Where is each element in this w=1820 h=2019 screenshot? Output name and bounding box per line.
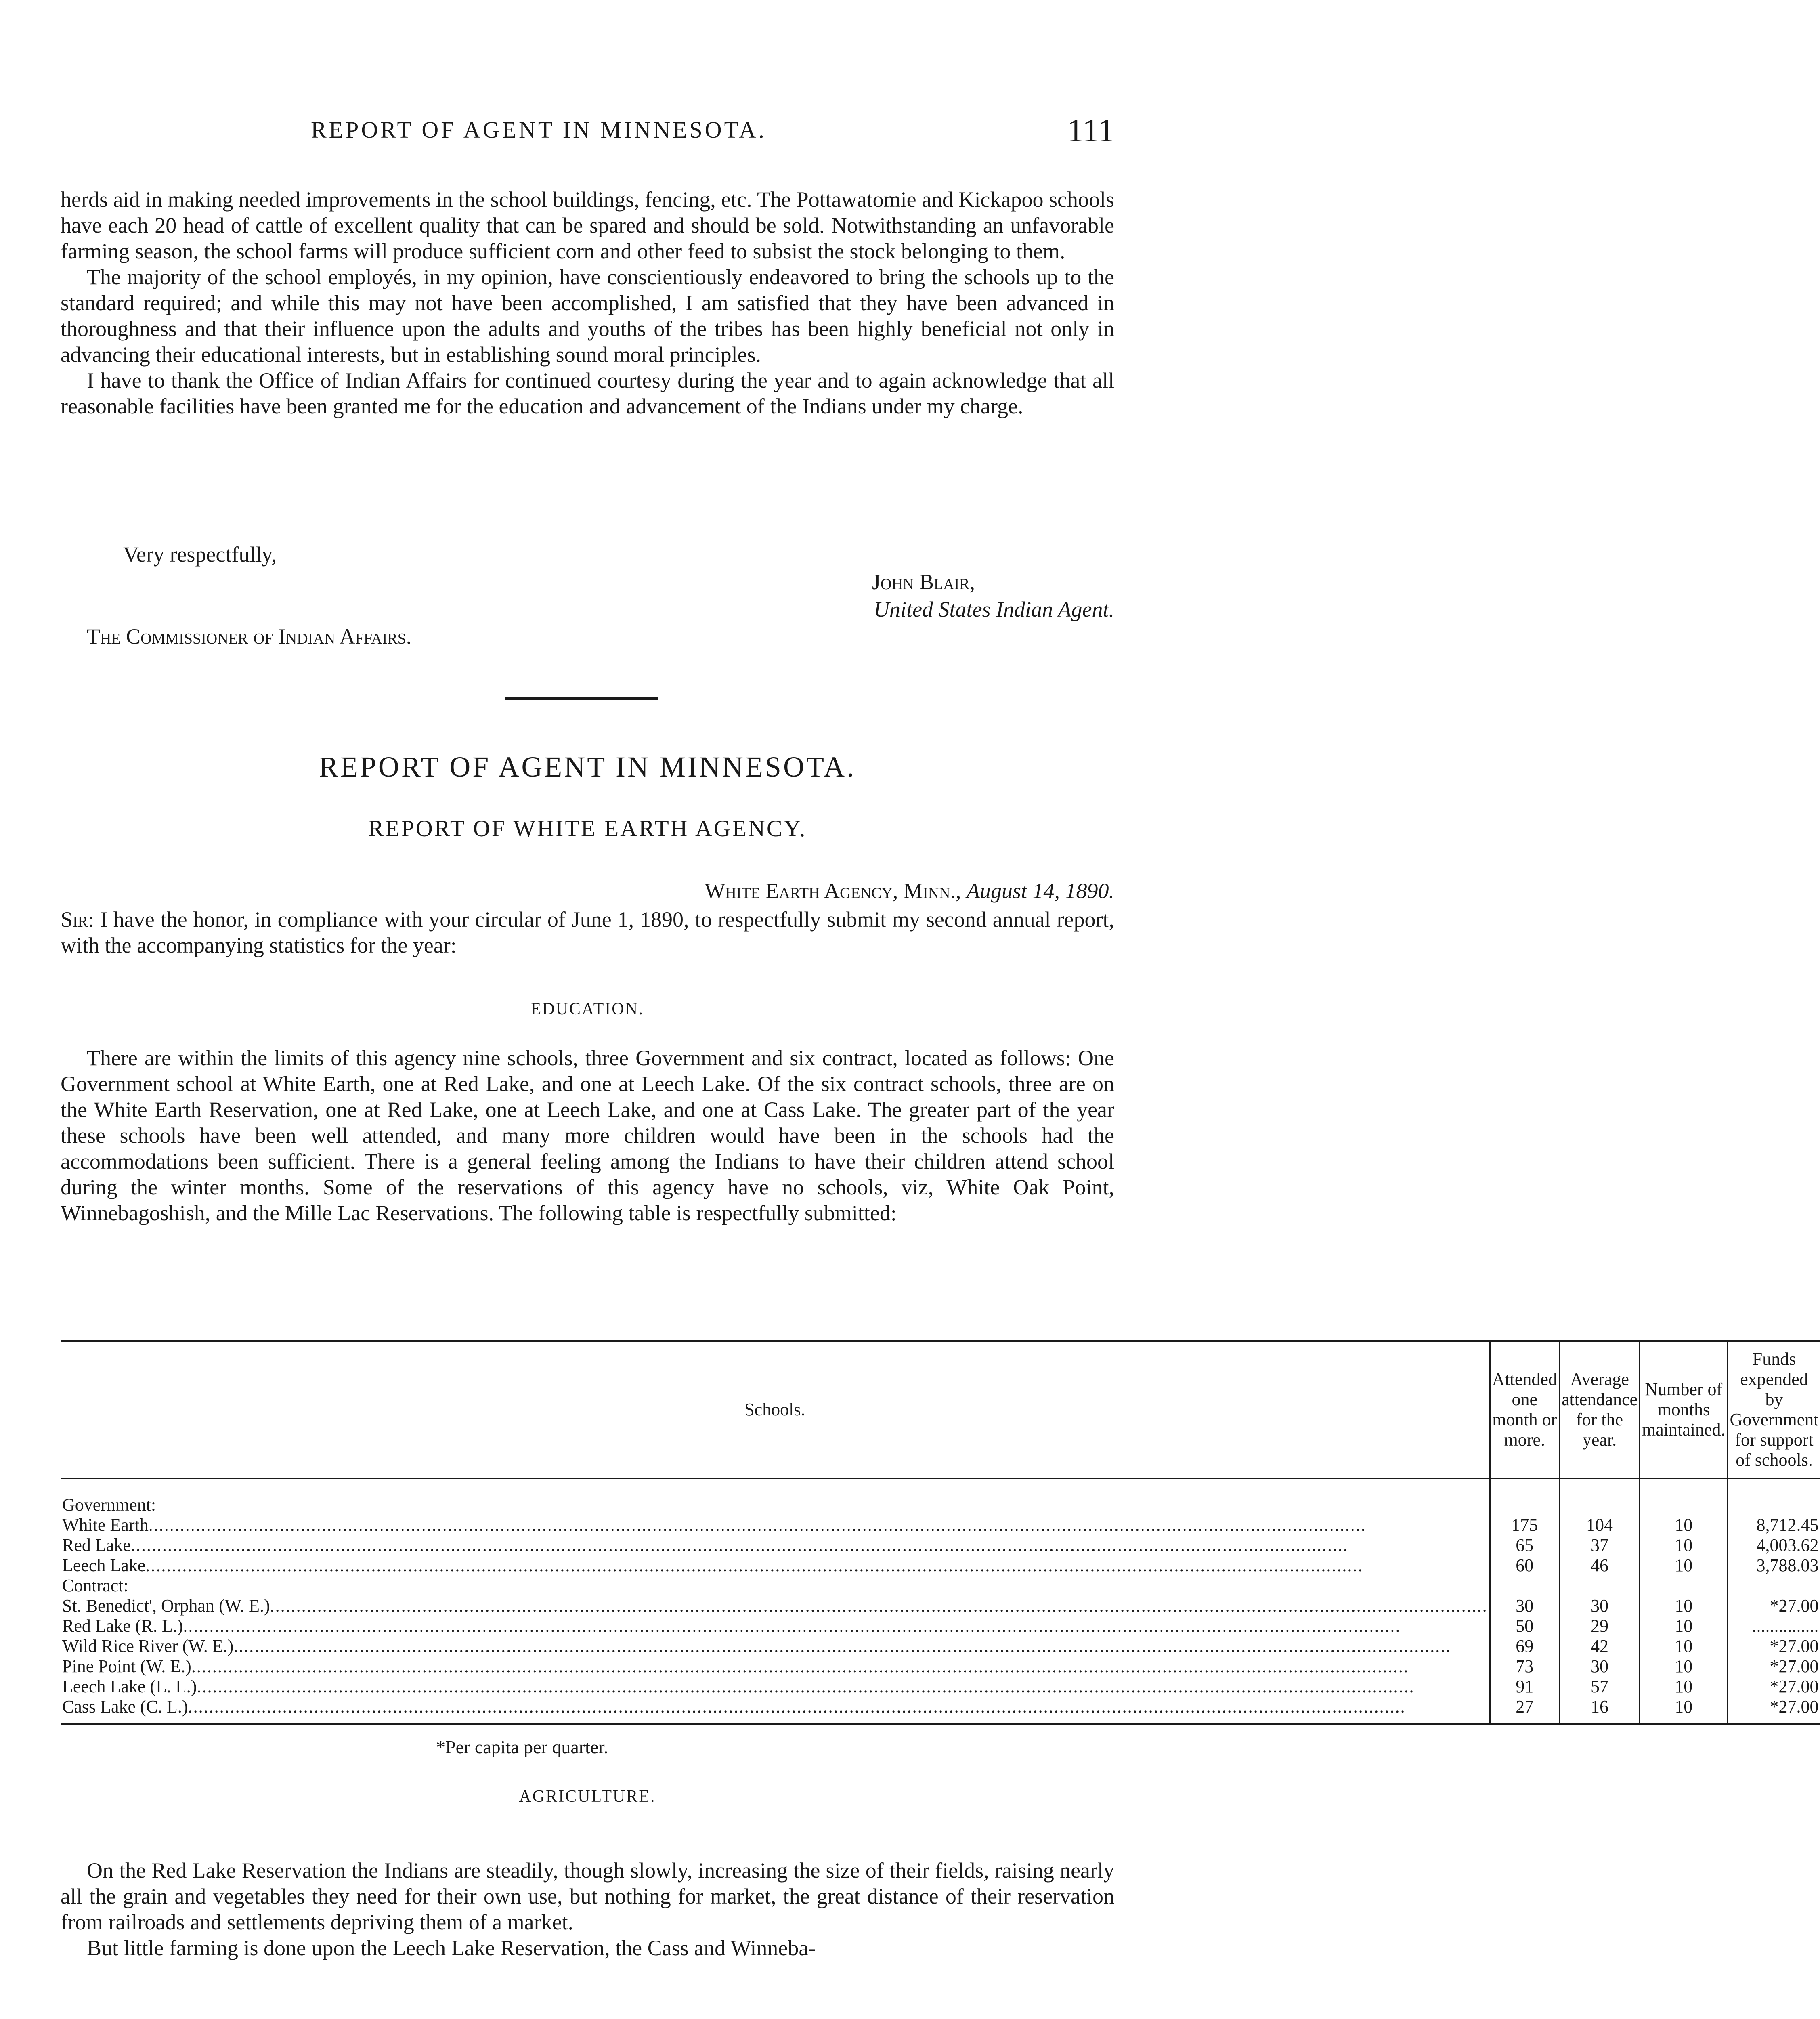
- funds-value: *27.00: [1728, 1636, 1820, 1656]
- table-row: [61, 1677, 1820, 1697]
- attended-value: 60: [1490, 1555, 1559, 1576]
- table-row: [61, 1555, 1820, 1576]
- page-number: 111: [1067, 112, 1114, 149]
- average-value: 57: [1559, 1677, 1640, 1697]
- running-head: [61, 112, 1114, 153]
- average-value: 37: [1559, 1535, 1640, 1555]
- attended-value: 73: [1490, 1656, 1559, 1677]
- months-value: 10: [1640, 1535, 1728, 1555]
- agriculture-paragraph: On the Red Lake Reservation the Indians are steadily, though slowly, increasing the size of their fields, raising nearly all the grain and vegetables they need for their own use, but nothing for market, the great distance of their reservation from railroads and settlements depriving them of a market.: [61, 1858, 1114, 1934]
- funds-value: *27.00: [1728, 1677, 1820, 1697]
- agriculture-section: [61, 1857, 1114, 1961]
- table-row: [61, 1697, 1820, 1724]
- salutation: Sir:: [61, 907, 94, 932]
- agriculture-heading: AGRICULTURE.: [519, 1787, 656, 1806]
- intro-block: [61, 907, 1114, 958]
- education-heading: EDUCATION.: [530, 1000, 644, 1018]
- school-name: Red Lake (R. L.): [62, 1616, 183, 1636]
- col-header-funds: Funds expended by Government for support of schools.: [1728, 1341, 1820, 1478]
- education-paragraph: There are within the limits of this agency nine schools, three Government and six contract, located as follows: One Government school at White Earth, one at Red Lake, and one at Leech Lake. Of the six contract schools, three are on the White Earth Reservation, one at Red Lake, one at Leech Lake, and one at Cass Lake. The greater part of the year these schools have been well attended, and many more children would have been in the schools had the accommodations been sufficient. There is a general feeling among the Indians to have their children attend school during the winter months. Some of the reservations of this agency have no schools, viz, White Oak Point, Winnebagoshish, and the Mille Lac Reservations. The following table is respectfully submitted:: [61, 1046, 1114, 1225]
- average-value: 29: [1559, 1616, 1640, 1636]
- agriculture-paragraph: But little farming is done upon the Leech Lake Reservation, the Cass and Winneba-: [87, 1936, 816, 1960]
- funds-value: 3,788.03: [1728, 1555, 1820, 1576]
- table-header-row: [61, 1341, 1820, 1478]
- months-value: 10: [1640, 1596, 1728, 1616]
- report-subtitle: REPORT OF WHITE EARTH AGENCY.: [368, 815, 807, 842]
- dateline-place: White Earth Agency, Minn.,: [705, 879, 961, 903]
- average-value: 30: [1559, 1596, 1640, 1616]
- table-row: [61, 1535, 1820, 1555]
- table-footnote: *Per capita per quarter.: [436, 1737, 608, 1757]
- education-table-wrap: [61, 1340, 1819, 1725]
- signature-title: United States Indian Agent.: [874, 597, 1114, 621]
- months-value: 10: [1640, 1677, 1728, 1697]
- average-value: 42: [1559, 1636, 1640, 1656]
- table-row: [61, 1515, 1820, 1535]
- table-row: [61, 1616, 1820, 1636]
- col-header-schools: Schools.: [744, 1400, 805, 1419]
- school-name: St. Benedict', Orphan (W. E.): [62, 1596, 270, 1616]
- months-value: 10: [1640, 1555, 1728, 1576]
- table-row: [61, 1636, 1820, 1656]
- attended-value: 65: [1490, 1535, 1559, 1555]
- group-label-government: Government:: [62, 1495, 156, 1515]
- dateline-date: August 14, 1890.: [966, 879, 1114, 903]
- average-value: 16: [1559, 1697, 1640, 1724]
- prev-report-section: [61, 187, 1114, 419]
- average-value: 46: [1559, 1555, 1640, 1576]
- funds-value: *27.00: [1728, 1697, 1820, 1724]
- paragraph: The majority of the school employés, in my opinion, have conscientiously endeavored to bring the schools up to the standard required; and while this may not have been accomplished, I am satisfied that they have been advanced in thoroughness and that their influence upon the adults and youths of the tribes has been highly beneficial not only in advancing their educational interests, but in establishing sound moral principles.: [61, 265, 1114, 367]
- intro-paragraph: [61, 907, 1114, 958]
- attended-value: 69: [1490, 1636, 1559, 1656]
- average-value: 30: [1559, 1656, 1640, 1677]
- school-name: Leech Lake (L. L.): [62, 1677, 197, 1696]
- months-value: 10: [1640, 1697, 1728, 1724]
- table-row: [61, 1596, 1820, 1616]
- education-section: [61, 1045, 1114, 1226]
- col-header-average: Average attendance for the year.: [1559, 1341, 1640, 1478]
- signature-name: John Blair,: [872, 570, 975, 594]
- average-value: 104: [1559, 1515, 1640, 1535]
- closing: Very respectfully,: [123, 542, 277, 567]
- education-table: [61, 1340, 1820, 1725]
- group-label-contract: Contract:: [62, 1576, 128, 1595]
- col-header-months: Number of months maintained.: [1640, 1341, 1728, 1478]
- dateline: [464, 878, 1114, 903]
- school-name: Wild Rice River (W. E.): [62, 1636, 234, 1656]
- attended-value: 175: [1490, 1515, 1559, 1535]
- paragraph: herds aid in making needed improvements in the school buildings, fencing, etc. The Pottawatomie and Kickapoo schools have each 20 head of cattle of excellent quality that can be spared and should be sold. Notwithstanding an unfavorable farming season, the school farms will produce sufficient corn and other feed to subsist the stock belonging to them.: [61, 187, 1114, 263]
- funds-value: ...............: [1728, 1616, 1820, 1636]
- funds-value: 4,003.62: [1728, 1535, 1820, 1555]
- attended-value: 30: [1490, 1596, 1559, 1616]
- months-value: 10: [1640, 1636, 1728, 1656]
- months-value: 10: [1640, 1616, 1728, 1636]
- school-name: Leech Lake: [62, 1555, 146, 1575]
- intro-text: I have the honor, in compliance with your circular of June 1, 1890, to respectfully submit my second annual report, with the accompanying statistics for the year:: [61, 907, 1114, 957]
- school-name: Pine Point (W. E.): [62, 1656, 191, 1676]
- attended-value: 27: [1490, 1697, 1559, 1724]
- attended-value: 91: [1490, 1677, 1559, 1697]
- addressee: The Commissioner of Indian Affairs.: [87, 624, 412, 649]
- attended-value: 50: [1490, 1616, 1559, 1636]
- funds-value: 8,712.45: [1728, 1515, 1820, 1535]
- school-name: Red Lake: [62, 1535, 131, 1555]
- running-title: REPORT OF AGENT IN MINNESOTA.: [311, 117, 767, 143]
- col-header-attended: Attended one month or more.: [1490, 1341, 1559, 1478]
- section-divider: [505, 697, 658, 700]
- school-name: White Earth: [62, 1515, 149, 1535]
- table-row: [61, 1656, 1820, 1677]
- months-value: 10: [1640, 1515, 1728, 1535]
- months-value: 10: [1640, 1656, 1728, 1677]
- paragraph: I have to thank the Office of Indian Affairs for continued courtesy during the year and to again acknowledge that all reasonable facilities have been granted me for the education and advancement of the Indians under my charge.: [61, 368, 1114, 418]
- report-title: REPORT OF AGENT IN MINNESOTA.: [319, 751, 856, 783]
- school-name: Cass Lake (C. L.): [62, 1697, 188, 1717]
- funds-value: *27.00: [1728, 1596, 1820, 1616]
- funds-value: *27.00: [1728, 1656, 1820, 1677]
